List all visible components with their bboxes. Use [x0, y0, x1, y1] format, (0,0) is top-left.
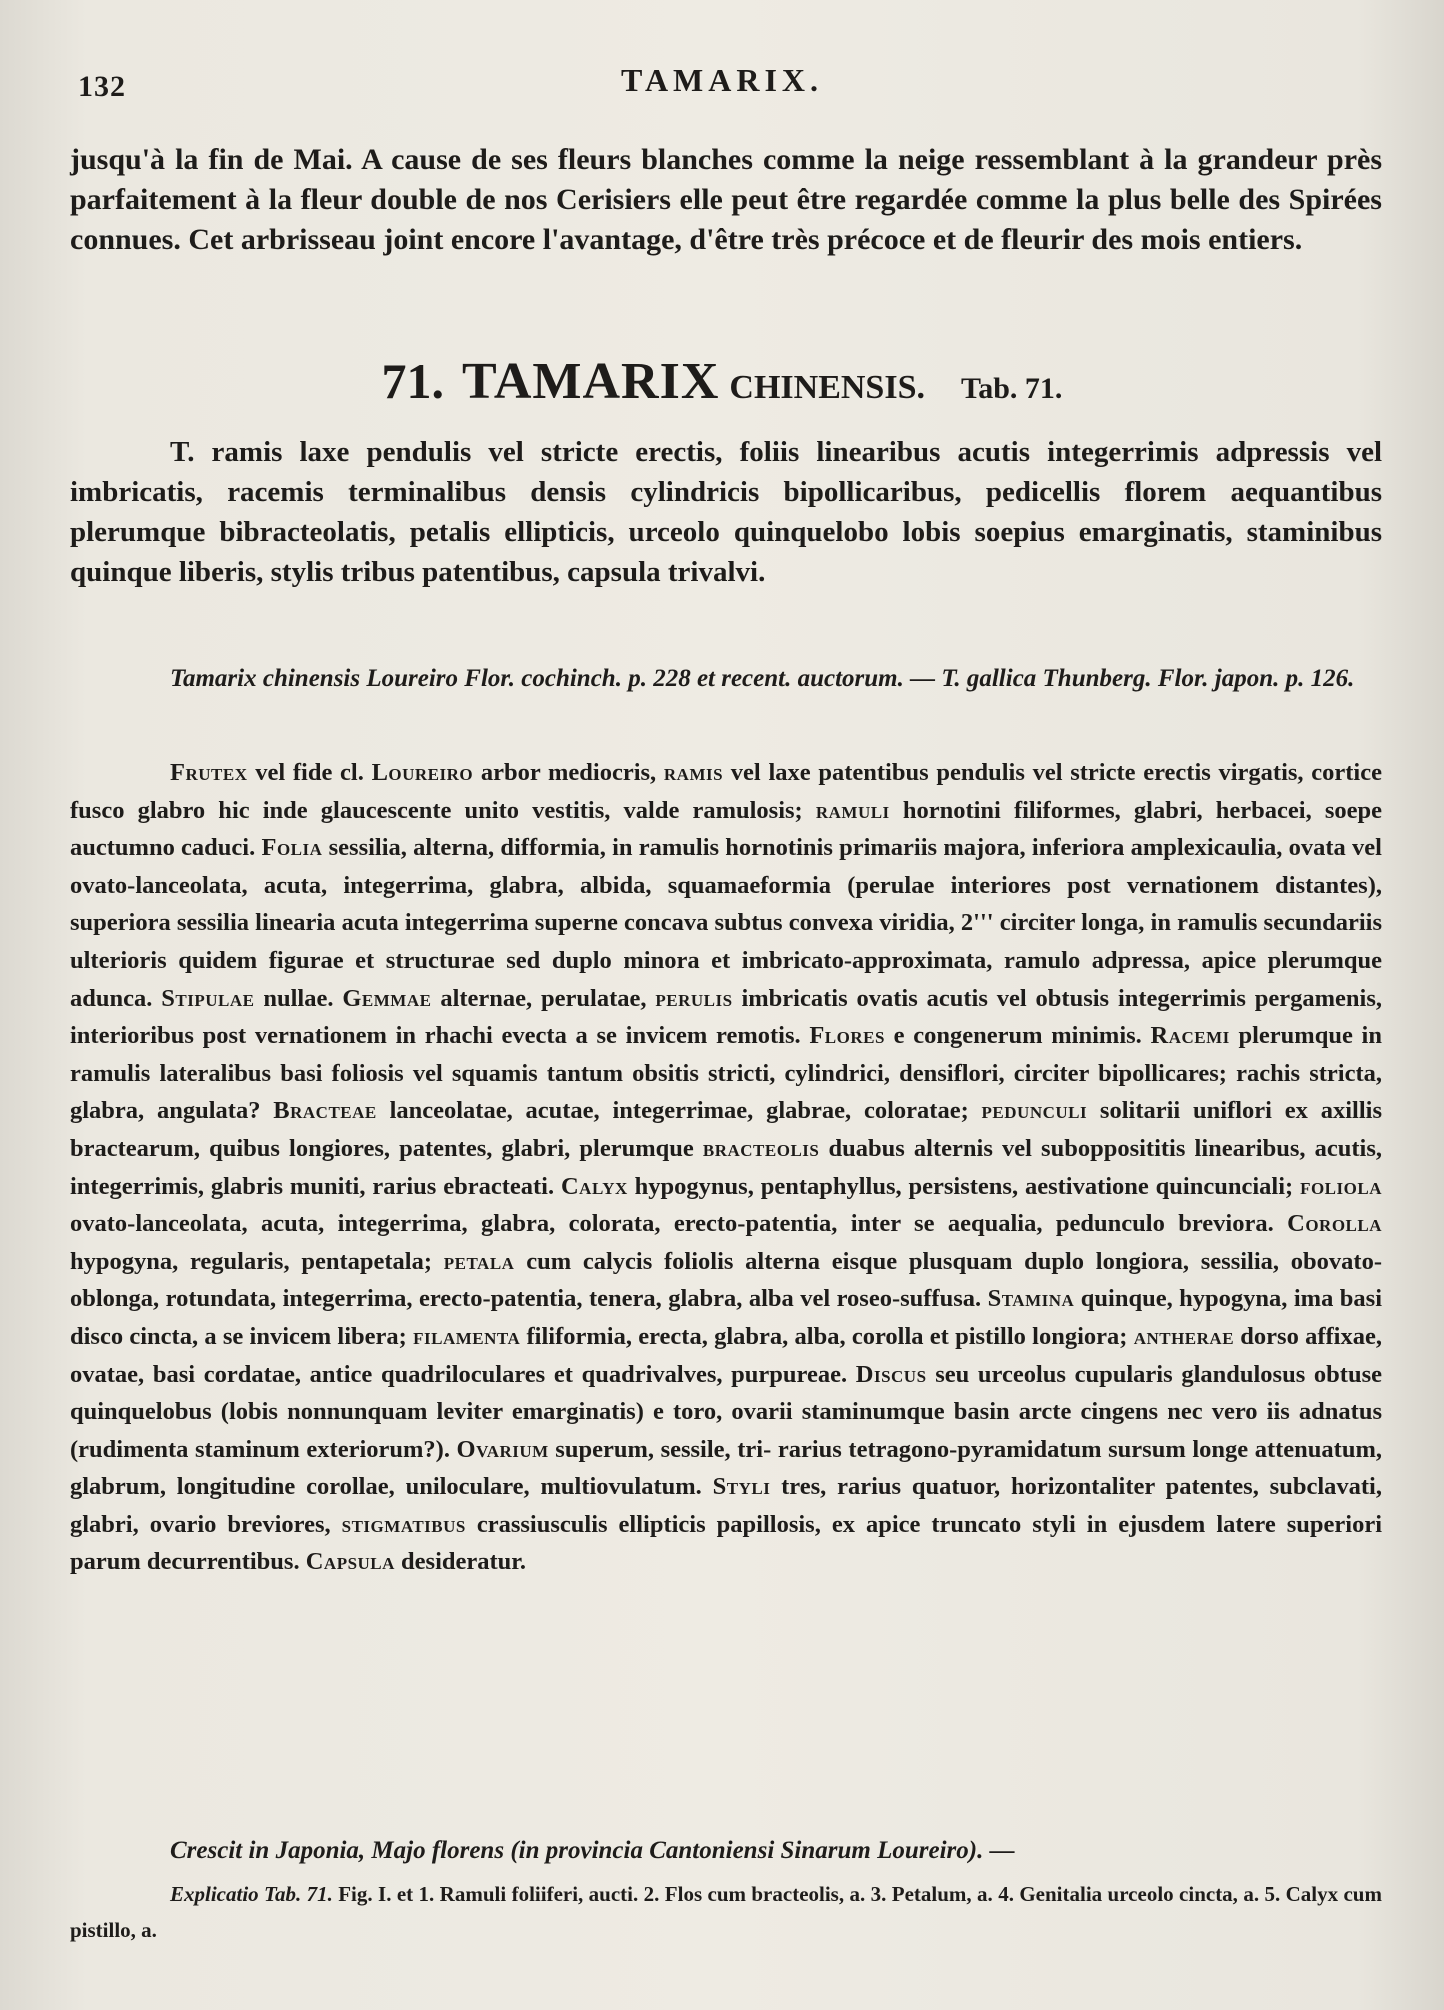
description-keyword: bracteolis	[702, 1134, 820, 1162]
description-keyword: Ovarium	[456, 1435, 549, 1463]
description-text: lanceolatae, acutae, integerrimae, glabrae, coloratae;	[376, 1097, 982, 1125]
description-keyword: Flores	[809, 1022, 885, 1050]
description-text: solitarii uniflori ex axillis bractearum, quibus longiores, patentes, glabri, plerumque	[70, 1097, 1382, 1162]
description-text: imbricatis ovatis acutis vel obtusis integerrimis pergamenis, interioribus post vernationem in rhachi evecta a se invicem remotis.	[70, 984, 1382, 1050]
synonymy-paragraph: Tamarix chinensis Loureiro Flor. cochinch. p. 228 et recent. auctorum. — T. gallica Thunberg. Flor. japon. p. 126.	[170, 665, 1355, 692]
description-text: hornotini filiformes, glabri, herbacei, soepe auctumno caduci.	[70, 796, 1382, 862]
genus-name: TAMARIX	[462, 353, 720, 410]
description-keyword: Folia	[261, 834, 323, 862]
description-text: filiformia, erecta, glabra, alba, corolla et pistillo longiora;	[520, 1322, 1134, 1350]
description-keyword: Calyx	[560, 1172, 628, 1200]
plate-reference: Tab. 71.	[960, 372, 1063, 405]
explicatio-text: Fig. I. et 1. Ramuli foliiferi, aucti. 2. Flos cum bracteolis, a. 3. Petalum, a. 4. Genitalia urceolo cincta, a. 5. Calyx cum pistillo, a.	[70, 1882, 1382, 1942]
description-keyword: Stamina	[987, 1285, 1075, 1313]
description-keyword: Racemi	[1150, 1022, 1230, 1050]
description-keyword: Corolla	[1287, 1210, 1382, 1238]
species-epithet: CHINENSIS.	[729, 369, 925, 406]
description-keyword: antherae	[1133, 1322, 1235, 1350]
plate-explanation	[70, 1876, 1382, 1948]
description-keyword: petala	[443, 1247, 515, 1275]
description-text: crassiusculis ellipticis papillosis, ex apice truncato styli in ejusdem latere superiori parum decurrentibus.	[70, 1510, 1382, 1576]
intro-paragraph: jusqu'à la fin de Mai. A cause de ses fleurs blanches comme la neige ressemblant à la grandeur près parfaitement à la fleur double de nos Cerisiers elle peut être regardée comme la plus belle des Spirées connues. Cet arbrisseau joint encore l'avantage, d'être très précoce et de fleurir des mois entiers.	[70, 143, 1382, 256]
description-text: alternae, perulatae,	[431, 984, 656, 1012]
description-text: e congenerum minimis.	[884, 1022, 1151, 1050]
description-keyword: Bracteae	[273, 1097, 377, 1125]
description-keyword: Frutex	[170, 759, 248, 786]
description-text: cum calycis foliolis alterna eisque plusquam duplo longiora, sessilia, obovato-oblonga, rotundata, integerrima, erecto-patentia, tenera, glabra, alba vel roseo-suffusa.	[70, 1247, 1382, 1313]
page-number: 132	[78, 70, 126, 103]
description-keyword: Capsula	[305, 1548, 395, 1576]
description-keyword: Gemmae	[342, 984, 432, 1012]
description-keyword: Stipulae	[161, 984, 255, 1012]
description-keyword: filamenta	[413, 1322, 521, 1350]
description-text: vel laxe patentibus pendulis vel stricte erectis virgatis, cortice fusco glabro hic inde glaucescente unito vestitis, valde ramulosis;	[70, 759, 1382, 824]
description-text: vel fide cl.	[247, 759, 372, 786]
description-keyword: Loureiro	[371, 759, 474, 786]
description-text: nullae.	[254, 984, 343, 1012]
species-number: 71.	[381, 353, 445, 409]
description-text: sessilia, alterna, difformia, in ramulis hornotinis primariis majora, inferiora amplexicaulia, ovata vel ovato-lanceolata, acuta, integerrima, glabra, albida, squamaeformia (perulae interiores post vernationem distantes), superiora sessilia linearia acuta integerrima superne concava subtus convexa viridia, 2''' circiter longa, in ramulis secundariis ulterioris quidem figurae et structurae sed duplo minora et imbricato-approximata, ramulo adpressa, apice plerumque adunca.	[70, 834, 1382, 1012]
description-keyword: pedunculi	[981, 1097, 1088, 1125]
description-paragraph	[70, 754, 1382, 1581]
description-keyword: perulis	[655, 984, 733, 1012]
description-keyword: stigmatibus	[341, 1510, 466, 1538]
description-text: tres, rarius quatuor, horizontaliter patentes, subclavati, glabri, ovario breviores,	[70, 1473, 1382, 1538]
description-text: quinque, hypogyna, ima basi disco cincta, a se invicem libera;	[70, 1285, 1383, 1350]
description-text: seu urceolus cupularis glandulosus obtuse quinquelobus (lobis nonnunquam leviter emarginatis) e toro, ovarii staminumque basin arcte cingens nec vero iis adnatus (rudimenta staminum exteriorum?).	[70, 1360, 1382, 1463]
description-text: ovato-lanceolata, acuta, integerrima, glabra, colorata, erecto-patentia, inter se aequalia, pedunculo breviora.	[70, 1210, 1288, 1238]
description-keyword: Discus	[855, 1360, 927, 1388]
description-text: superum, sessile, tri- rarius tetragono-pyramidatum sursum longe attenuatum, glabrum, longitudine corollae, uniloculare, multiovulatum.	[70, 1435, 1382, 1501]
description-text: duabus alternis vel subopposititis linearibus, acutis, integerrimis, glabris muniti, rarius ebracteati.	[70, 1134, 1383, 1200]
description-text: hypogyna, regularis, pentapetala;	[70, 1247, 444, 1275]
description-keyword: ramuli	[815, 796, 890, 824]
description-keyword: Styli	[712, 1473, 771, 1501]
description-text: arbor mediocris,	[473, 759, 664, 786]
description-keyword: ramis	[663, 759, 724, 786]
distribution-paragraph: Crescit in Japonia, Majo florens (in provincia Cantoniensi Sinarum Loureiro). —	[170, 1837, 1015, 1864]
diagnosis-paragraph: T. ramis laxe pendulis vel stricte erectis, foliis linearibus acutis integerrimis adpressis vel imbricatis, racemis terminalibus densis cylindricis bipollicaribus, pedicellis florem aequantibus plerumque bibracteolatis, petalis ellipticis, urceolo quinquelobo lobis soepius emarginatis, staminibus quinque liberis, stylis tribus patentibus, capsula trivalvi.	[70, 436, 1382, 588]
description-text: plerumque in ramulis lateralibus basi foliosis vel squamis tantum obsitis stricti, cylindrici, densiflori, circiter bipollicares; rachis stricta, glabra, angulata?	[70, 1022, 1382, 1125]
description-text: dorso affixae, ovatae, basi cordatae, antice quadriloculares et quadrivalves, purpureae.	[70, 1322, 1382, 1388]
species-title	[0, 352, 1444, 411]
description-text: desideratur.	[394, 1548, 527, 1576]
running-head: TAMARIX.	[620, 62, 824, 98]
explicatio-label: Explicatio Tab. 71.	[170, 1882, 333, 1906]
description-keyword: foliola	[1300, 1172, 1382, 1200]
description-text: hypogynus, pentaphyllus, persistens, aestivatione quincunciali;	[627, 1172, 1301, 1200]
